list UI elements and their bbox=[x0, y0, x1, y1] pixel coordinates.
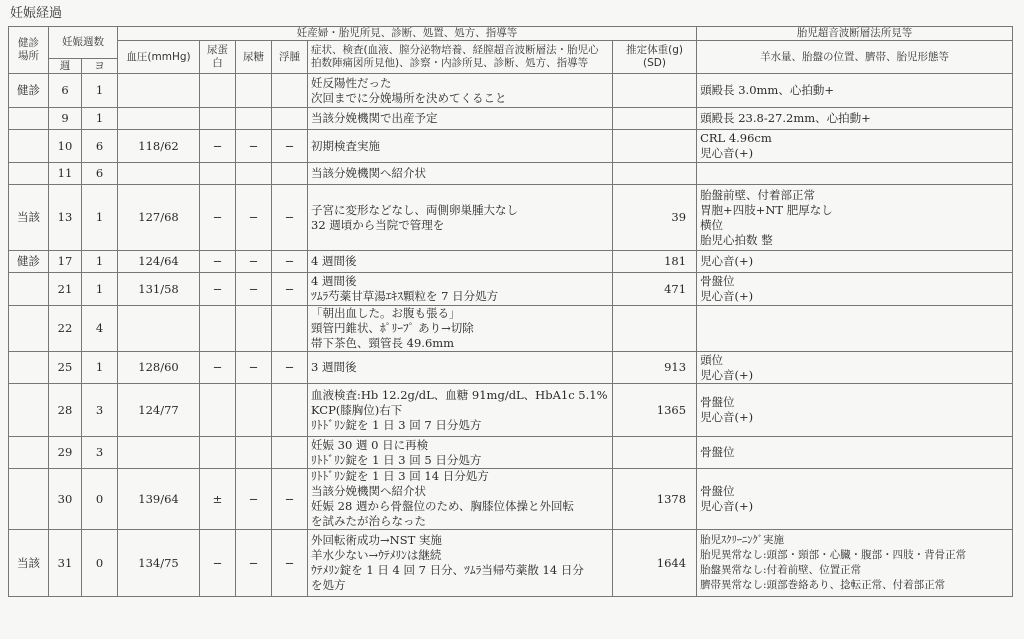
cell-edema bbox=[272, 108, 308, 130]
table-row bbox=[9, 163, 1013, 185]
table-row bbox=[9, 530, 1013, 597]
cell-urine-sugar: − bbox=[236, 469, 272, 530]
cell-fetal-weight bbox=[613, 108, 697, 130]
cell-bp bbox=[118, 74, 200, 108]
cell-findings: 4 週間後 ﾂﾑﾗ芍薬甘草湯ｴｷｽ顆粒を 7 日分処方 bbox=[308, 273, 613, 306]
cell-fetal-weight bbox=[613, 74, 697, 108]
cell-urine-sugar bbox=[236, 74, 272, 108]
cell-urine-sugar: − bbox=[236, 130, 272, 163]
cell-place bbox=[9, 273, 49, 306]
cell-edema bbox=[272, 163, 308, 185]
header-week: 週 bbox=[49, 59, 82, 74]
cell-us-findings: 骨盤位 児心音(+) bbox=[697, 273, 1013, 306]
cell-urine-protein bbox=[200, 306, 236, 352]
cell-fetal-weight: 1378 bbox=[613, 469, 697, 530]
cell-fetal-weight bbox=[613, 437, 697, 469]
cell-place bbox=[9, 352, 49, 384]
cell-place bbox=[9, 163, 49, 185]
cell-bp: 127/68 bbox=[118, 185, 200, 251]
cell-day: 1 bbox=[82, 273, 118, 306]
cell-urine-protein: − bbox=[200, 251, 236, 273]
cell-bp: 118/62 bbox=[118, 130, 200, 163]
cell-urine-sugar bbox=[236, 437, 272, 469]
header-fetal-weight: 推定体重(g) (SD) bbox=[613, 41, 697, 74]
cell-urine-protein bbox=[200, 108, 236, 130]
cell-edema: − bbox=[272, 130, 308, 163]
cell-findings: 子宮に変形などなし、両側卵巣腫大なし 32 週頃から当院で管理を bbox=[308, 185, 613, 251]
cell-place: 健診 bbox=[9, 251, 49, 273]
cell-us-findings bbox=[697, 163, 1013, 185]
table-row bbox=[9, 469, 1013, 530]
cell-day: 1 bbox=[82, 251, 118, 273]
cell-week: 11 bbox=[49, 163, 82, 185]
cell-edema: − bbox=[272, 469, 308, 530]
cell-day: 1 bbox=[82, 108, 118, 130]
cell-us-findings: 頭殿長 23.8-27.2mm、心拍動+ bbox=[697, 108, 1013, 130]
cell-urine-protein: − bbox=[200, 185, 236, 251]
cell-findings: 「朝出血した。お腹も張る」 頸管円錐状、ﾎﾟﾘｰﾌﾟ あり→切除 帯下茶色、頸管長 49.6mm bbox=[308, 306, 613, 352]
cell-week: 22 bbox=[49, 306, 82, 352]
cell-week: 6 bbox=[49, 74, 82, 108]
table-row bbox=[9, 306, 1013, 352]
cell-edema: − bbox=[272, 530, 308, 597]
header-ultrasound-group: 胎児超音波断層法所見等 bbox=[697, 27, 1013, 41]
cell-bp bbox=[118, 306, 200, 352]
cell-week: 30 bbox=[49, 469, 82, 530]
cell-place bbox=[9, 306, 49, 352]
cell-fetal-weight: 181 bbox=[613, 251, 697, 273]
header-gestation: 妊娠週数 bbox=[49, 27, 118, 59]
cell-bp: 139/64 bbox=[118, 469, 200, 530]
cell-day: 0 bbox=[82, 530, 118, 597]
cell-urine-sugar bbox=[236, 306, 272, 352]
cell-fetal-weight bbox=[613, 130, 697, 163]
cell-urine-sugar bbox=[236, 163, 272, 185]
cell-bp bbox=[118, 163, 200, 185]
cell-day: 6 bbox=[82, 163, 118, 185]
cell-urine-sugar: − bbox=[236, 273, 272, 306]
cell-edema: − bbox=[272, 185, 308, 251]
cell-week: 21 bbox=[49, 273, 82, 306]
cell-edema bbox=[272, 384, 308, 437]
cell-us-findings: 頭殿長 3.0mm、心拍動+ bbox=[697, 74, 1013, 108]
cell-week: 9 bbox=[49, 108, 82, 130]
cell-urine-protein bbox=[200, 384, 236, 437]
table-row bbox=[9, 384, 1013, 437]
header-urine-sugar: 尿糖 bbox=[236, 41, 272, 74]
cell-place bbox=[9, 437, 49, 469]
cell-bp: 124/64 bbox=[118, 251, 200, 273]
cell-week: 10 bbox=[49, 130, 82, 163]
cell-place bbox=[9, 130, 49, 163]
cell-urine-protein: − bbox=[200, 530, 236, 597]
cell-urine-protein: − bbox=[200, 352, 236, 384]
cell-day: 4 bbox=[82, 306, 118, 352]
cell-urine-protein bbox=[200, 74, 236, 108]
cell-edema: − bbox=[272, 352, 308, 384]
cell-urine-protein: − bbox=[200, 130, 236, 163]
cell-place bbox=[9, 469, 49, 530]
cell-place bbox=[9, 384, 49, 437]
page-title: 妊娠経過 bbox=[10, 6, 63, 21]
cell-findings: 血液検査:Hb 12.2g/dL、血糖 91mg/dL、HbA1c 5.1% KCP(膝胸位)右下 ﾘﾄﾄﾞﾘﾝ錠を 1 日 3 回 7 日分処方 bbox=[308, 384, 613, 437]
table-row bbox=[9, 352, 1013, 384]
table-row bbox=[9, 273, 1013, 306]
cell-week: 28 bbox=[49, 384, 82, 437]
cell-day: 1 bbox=[82, 74, 118, 108]
cell-bp bbox=[118, 437, 200, 469]
header-place: 健診 場所 bbox=[9, 27, 49, 74]
cell-findings: 妊娠 30 週 0 日に再検 ﾘﾄﾄﾞﾘﾝ錠を 1 日 3 回 5 日分処方 bbox=[308, 437, 613, 469]
cell-urine-sugar bbox=[236, 108, 272, 130]
header-us-findings: 羊水量、胎盤の位置、臍帯、胎児形態等 bbox=[697, 41, 1013, 74]
header-maternal-group: 妊産婦・胎児所見、診断、処置、処方、指導等 bbox=[118, 27, 697, 41]
cell-fetal-weight: 1365 bbox=[613, 384, 697, 437]
cell-place bbox=[9, 108, 49, 130]
cell-us-findings: 頭位 児心音(+) bbox=[697, 352, 1013, 384]
table-row bbox=[9, 185, 1013, 251]
cell-edema bbox=[272, 74, 308, 108]
cell-place: 当該 bbox=[9, 185, 49, 251]
cell-place: 当該 bbox=[9, 530, 49, 597]
cell-findings: 妊反陽性だった 次回までに分娩場所を決めてくること bbox=[308, 74, 613, 108]
table-row bbox=[9, 74, 1013, 108]
cell-us-findings: 児心音(+) bbox=[697, 251, 1013, 273]
cell-us-findings: 骨盤位 児心音(+) bbox=[697, 384, 1013, 437]
cell-us-findings: 骨盤位 児心音(+) bbox=[697, 469, 1013, 530]
cell-urine-protein bbox=[200, 437, 236, 469]
cell-findings: 4 週間後 bbox=[308, 251, 613, 273]
cell-fetal-weight: 471 bbox=[613, 273, 697, 306]
header-findings: 症状、検査(血液、膣分泌物培養、経膣超音波断層法・胎児心拍数陣痛図所見他)、診察・内診所見、診断、処方、指導等 bbox=[308, 41, 613, 74]
cell-us-findings: CRL 4.96cm 児心音(+) bbox=[697, 130, 1013, 163]
cell-findings: 当該分娩機関で出産予定 bbox=[308, 108, 613, 130]
cell-day: 1 bbox=[82, 185, 118, 251]
cell-edema: − bbox=[272, 273, 308, 306]
cell-urine-protein bbox=[200, 163, 236, 185]
cell-week: 25 bbox=[49, 352, 82, 384]
cell-week: 29 bbox=[49, 437, 82, 469]
cell-urine-sugar: − bbox=[236, 352, 272, 384]
cell-urine-sugar: − bbox=[236, 251, 272, 273]
cell-bp bbox=[118, 108, 200, 130]
cell-bp: 134/75 bbox=[118, 530, 200, 597]
cell-fetal-weight: 39 bbox=[613, 185, 697, 251]
cell-us-findings bbox=[697, 306, 1013, 352]
cell-fetal-weight bbox=[613, 163, 697, 185]
cell-edema bbox=[272, 437, 308, 469]
header-day: ヨ bbox=[82, 59, 118, 74]
cell-us-findings: 胎児ｽｸﾘｰﾆﾝｸﾞ実施 胎児異常なし:頭部・頸部・心臓・腹部・四肢・背骨正常 胎盤異常なし:付着前壁、位置正常 臍帯異常なし:頭部巻絡あり、捻転正常、付着部正常 bbox=[697, 530, 1013, 597]
cell-place: 健診 bbox=[9, 74, 49, 108]
pregnancy-course-table bbox=[8, 26, 1013, 597]
cell-week: 31 bbox=[49, 530, 82, 597]
table-row bbox=[9, 108, 1013, 130]
cell-week: 13 bbox=[49, 185, 82, 251]
cell-day: 3 bbox=[82, 384, 118, 437]
cell-urine-protein: ± bbox=[200, 469, 236, 530]
header-bp: 血圧(mmHg) bbox=[118, 41, 200, 74]
cell-day: 1 bbox=[82, 352, 118, 384]
cell-day: 6 bbox=[82, 130, 118, 163]
cell-findings: 外回転術成功→NST 実施 羊水少ない→ｳﾃﾒﾘﾝは継続 ｳﾃﾒﾘﾝ錠を 1 日 4 回 7 日分、ﾂﾑﾗ当帰芍薬散 14 日分 を処方 bbox=[308, 530, 613, 597]
table-row bbox=[9, 130, 1013, 163]
cell-bp: 124/77 bbox=[118, 384, 200, 437]
header-edema: 浮腫 bbox=[272, 41, 308, 74]
cell-findings: ﾘﾄﾄﾞﾘﾝ錠を 1 日 3 回 14 日分処方 当該分娩機関へ紹介状 妊娠 28 週から骨盤位のため、胸膝位体操と外回転 を試みたが治らなった bbox=[308, 469, 613, 530]
table-row bbox=[9, 437, 1013, 469]
cell-fetal-weight bbox=[613, 306, 697, 352]
cell-findings: 初期検査実施 bbox=[308, 130, 613, 163]
cell-urine-sugar bbox=[236, 384, 272, 437]
cell-us-findings: 骨盤位 bbox=[697, 437, 1013, 469]
cell-edema bbox=[272, 306, 308, 352]
cell-bp: 131/58 bbox=[118, 273, 200, 306]
cell-findings: 当該分娩機関へ紹介状 bbox=[308, 163, 613, 185]
table-row bbox=[9, 251, 1013, 273]
cell-day: 0 bbox=[82, 469, 118, 530]
cell-week: 17 bbox=[49, 251, 82, 273]
cell-us-findings: 胎盤前壁、付着部正常 胃胞+四肢+NT 肥厚なし 横位 胎児心拍数 整 bbox=[697, 185, 1013, 251]
cell-findings: 3 週間後 bbox=[308, 352, 613, 384]
cell-urine-sugar: − bbox=[236, 185, 272, 251]
cell-urine-sugar: − bbox=[236, 530, 272, 597]
header-urine-protein: 尿蛋 白 bbox=[200, 41, 236, 74]
cell-bp: 128/60 bbox=[118, 352, 200, 384]
cell-urine-protein: − bbox=[200, 273, 236, 306]
cell-edema: − bbox=[272, 251, 308, 273]
cell-fetal-weight: 1644 bbox=[613, 530, 697, 597]
cell-fetal-weight: 913 bbox=[613, 352, 697, 384]
cell-day: 3 bbox=[82, 437, 118, 469]
